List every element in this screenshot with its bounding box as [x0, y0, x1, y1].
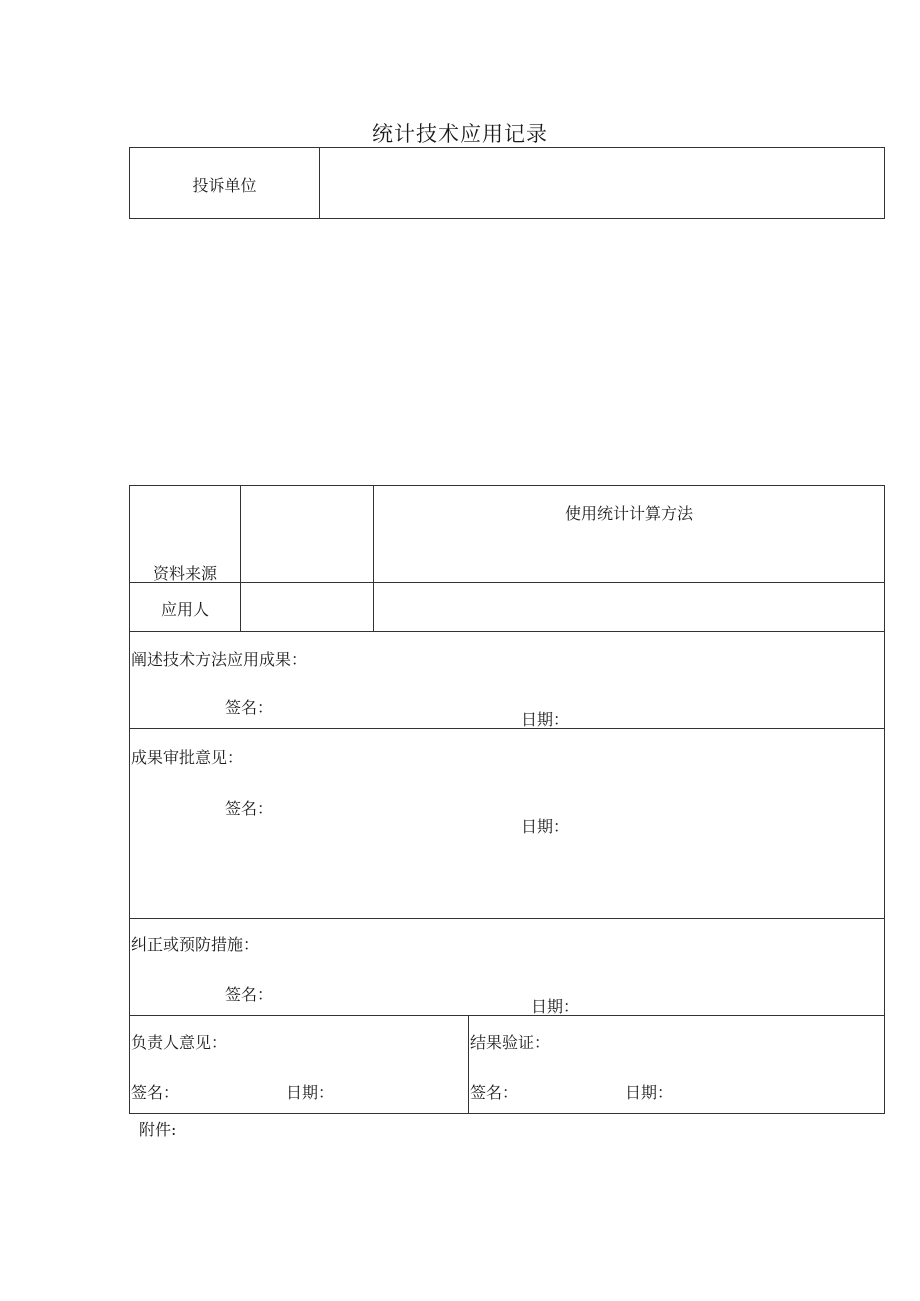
statistical-method-label: 使用统计计算方法 [564, 504, 693, 523]
applicant-label: 应用人 [160, 600, 209, 619]
corrective-sign-label: 签名： [225, 985, 274, 1004]
complaint-unit-label: 投诉单位 [192, 176, 257, 195]
row-line-4 [129, 918, 885, 919]
manager-heading: 负责人意见： [131, 1033, 228, 1052]
verification-sign-label: 签名： [470, 1083, 519, 1102]
row-line-5 [129, 1015, 885, 1016]
result-heading: 阐述技术方法应用成果： [131, 650, 308, 669]
row-line-1 [129, 582, 885, 583]
verification-heading: 结果验证： [470, 1033, 551, 1052]
approval-date-label: 日期： [521, 817, 570, 836]
corrective-date-label: 日期： [531, 997, 580, 1016]
statistical-method-field[interactable] [380, 530, 878, 576]
data-source-field[interactable] [245, 500, 369, 576]
row-line-3 [129, 728, 885, 729]
applicant-extra-field[interactable] [380, 597, 878, 619]
page-title: 统计技术应用记录 [372, 122, 548, 146]
col-line-bottom [468, 1015, 469, 1114]
corrective-heading: 纠正或预防措施： [131, 935, 260, 954]
manager-sign-label: 签名： [131, 1083, 180, 1102]
attachment-label: 附件: [139, 1120, 177, 1139]
row-line-2 [129, 631, 885, 632]
data-source-label: 资料来源 [152, 564, 217, 583]
approval-heading: 成果审批意见： [131, 748, 244, 767]
verification-date-label: 日期： [625, 1083, 674, 1102]
result-sign-label: 签名： [225, 698, 274, 717]
approval-sign-label: 签名： [225, 799, 274, 818]
result-date-label: 日期： [521, 710, 570, 729]
applicant-field[interactable] [245, 597, 369, 619]
manager-date-label: 日期： [286, 1083, 335, 1102]
complaint-unit-field[interactable] [330, 173, 875, 195]
